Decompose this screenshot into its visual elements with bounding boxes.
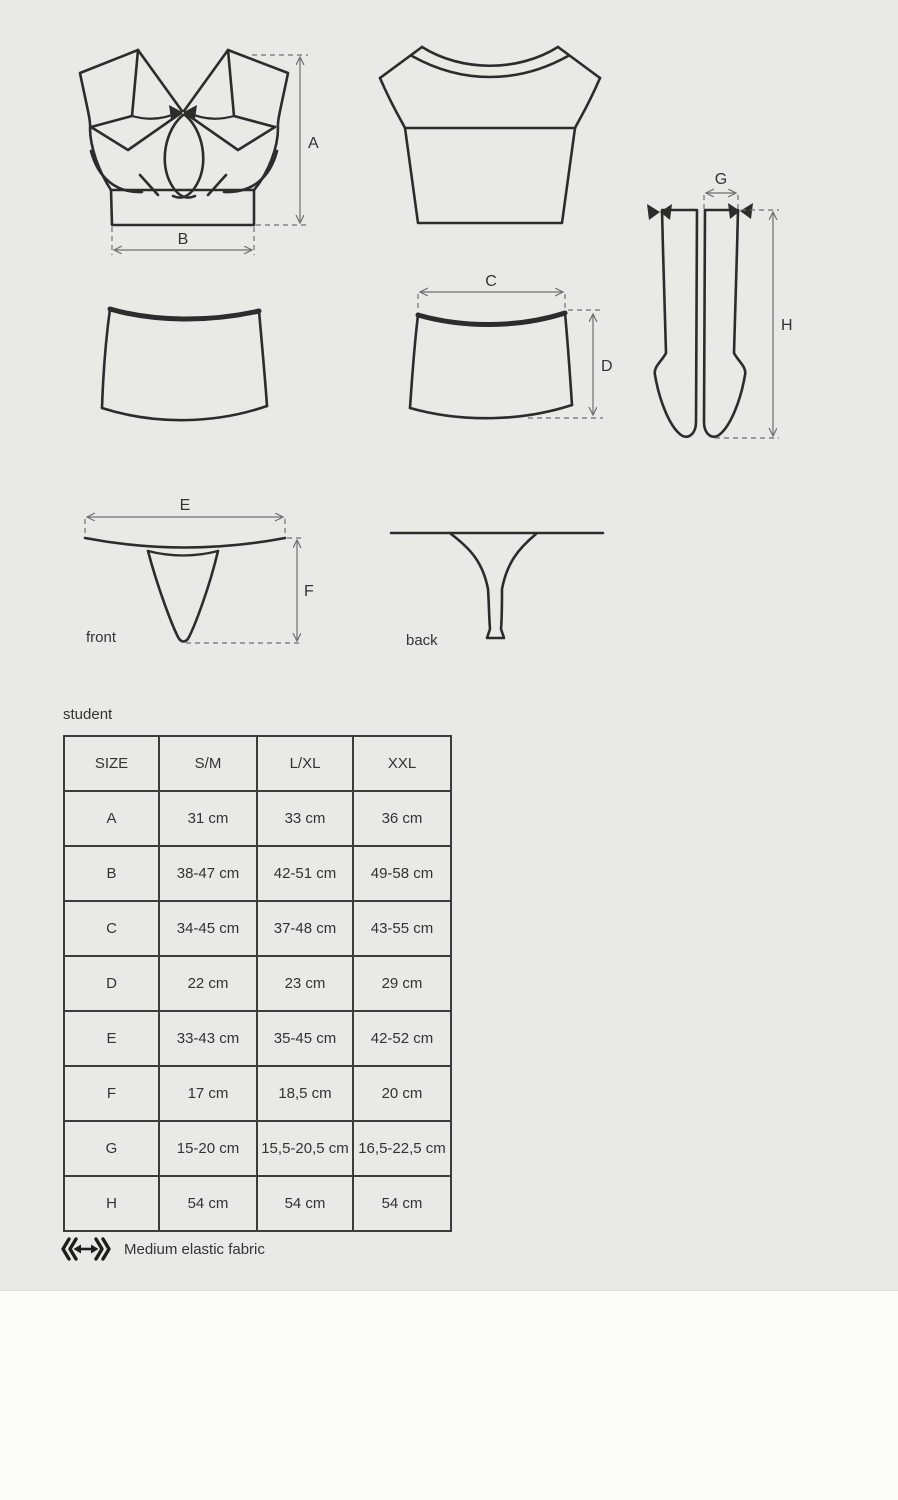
table-row [64,791,451,846]
dimension-label-f: F [304,583,314,600]
cell-value: 29 cm [353,956,451,1011]
dimension-line-c [418,273,565,313]
thong-back-outline [391,533,603,638]
dimension-label-a: A [308,135,319,152]
cell-value: 34-45 cm [159,901,257,956]
top-back-outline [380,47,600,223]
dimension-label-b: B [177,231,189,248]
cell-value: 23 cm [257,956,353,1011]
row-dim: E [64,1011,159,1066]
skirt-dim-outline [410,313,572,418]
cell-value: 20 cm [353,1066,451,1121]
size-table-header-row [64,736,451,791]
top-front-diagram [60,35,340,270]
dimension-line-h [715,210,793,438]
cell-value: 42-51 cm [257,846,353,901]
cell-value: 22 cm [159,956,257,1011]
dimension-label-e: E [179,497,191,514]
thong-front-diagram [73,493,323,658]
product-name: student [63,706,113,723]
cell-value: 38-47 cm [159,846,257,901]
cell-value: 33-43 cm [159,1011,257,1066]
table-row [64,846,451,901]
dimension-line-b [112,227,254,255]
top-front-outline [80,50,288,225]
front-view-label: front [86,629,117,646]
table-row [64,901,451,956]
cell-value: 35-45 cm [257,1011,353,1066]
cell-value: 15-20 cm [159,1121,257,1176]
cell-value: 31 cm [159,791,257,846]
table-row [64,1176,451,1231]
cell-value: 49-58 cm [353,846,451,901]
cell-value: 36 cm [353,791,451,846]
dimension-label-g: G [714,171,728,188]
cell-value: 54 cm [257,1176,353,1231]
row-dim: C [64,901,159,956]
col-header-size: SIZE [64,736,159,791]
table-row [64,956,451,1011]
skirt-front-diagram [95,300,295,430]
table-row [64,1011,451,1066]
skirt-dimension-diagram [398,268,633,433]
dimension-line-e [85,497,285,537]
stockings-outline [647,203,753,437]
fabric-legend [60,1236,265,1262]
row-dim: F [64,1066,159,1121]
row-dim: G [64,1121,159,1176]
dimension-label-d: D [601,358,613,375]
col-header-lxl: L/XL [257,736,353,791]
row-dim: H [64,1176,159,1231]
cell-value: 33 cm [257,791,353,846]
cell-value: 42-52 cm [353,1011,451,1066]
cell-value: 43-55 cm [353,901,451,956]
thong-back-diagram [383,503,623,653]
dimension-line-g [704,171,738,209]
stretch-arrows-icon [60,1236,112,1262]
fabric-note: Medium elastic fabric [124,1240,265,1258]
cell-value: 37-48 cm [257,901,353,956]
cell-value: 54 cm [353,1176,451,1231]
cell-value: 54 cm [159,1176,257,1231]
row-dim: A [64,791,159,846]
cell-value: 15,5-20,5 cm [257,1121,353,1176]
bow-icon-left [647,204,672,220]
dimension-label-c: C [485,273,497,290]
bow-icon-right [728,203,753,219]
table-row [64,1066,451,1121]
cell-value: 16,5-22,5 cm [353,1121,451,1176]
row-dim: B [64,846,159,901]
stockings-diagram [638,158,803,453]
back-view-label: back [406,632,438,649]
thong-front-outline [85,538,285,642]
col-header-sm: S/M [159,736,257,791]
dimension-label-h: H [781,317,793,334]
skirt-front-outline [102,309,267,420]
size-table [63,735,452,1232]
table-row [64,1121,451,1176]
cell-value: 17 cm [159,1066,257,1121]
col-header-xxl: XXL [353,736,451,791]
cell-value: 18,5 cm [257,1066,353,1121]
top-back-diagram [370,30,610,230]
row-dim: D [64,956,159,1011]
